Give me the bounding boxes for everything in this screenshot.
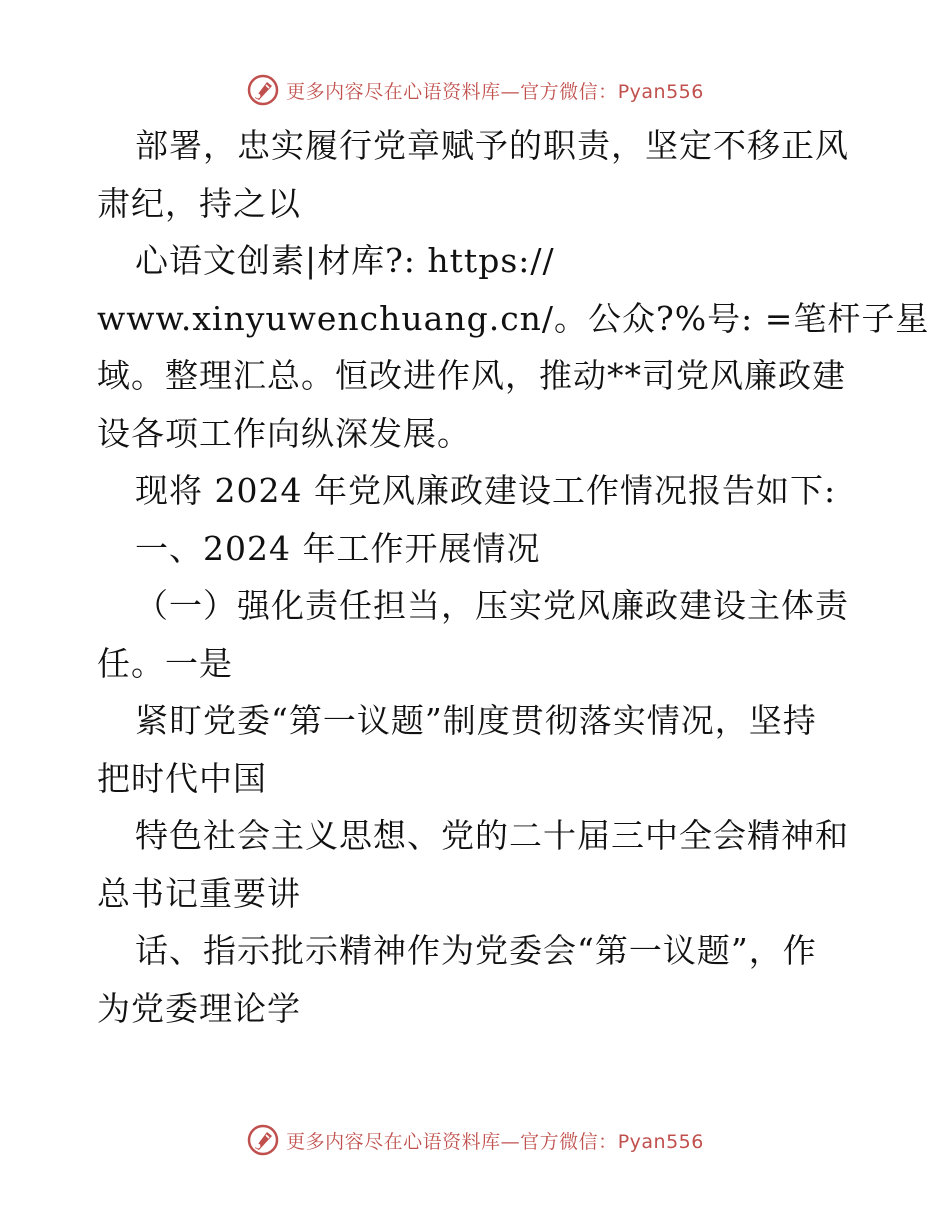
body-line: 现将 2024 年党风廉政建设工作情况报告如下:	[135, 471, 837, 510]
watermark-wechat-id: Pyan556	[617, 80, 704, 103]
watermark-main: 更多内容尽在心语资料库	[286, 1130, 501, 1153]
body-line: 话、指示批示精神作为党委会“第一议题”，作	[135, 931, 817, 970]
body-line: 紧盯党委“第一议题”制度贯彻落实情况，坚持	[135, 701, 817, 740]
body-line: 把时代中国	[97, 758, 267, 798]
header-watermark	[0, 70, 950, 110]
section-heading: 一、2024 年工作开展情况	[135, 528, 541, 568]
watermark-separator: —	[500, 80, 521, 103]
watermark-wechat-label: 官方微信：	[520, 80, 618, 103]
watermark-text	[286, 1127, 704, 1154]
body-line: 域。整理汇总。恒改进作风，推动**司党风廉政建	[97, 356, 846, 395]
body-line: www.xinyuwenchuang.cn/。公众?%号: =笔杆子星	[97, 298, 930, 338]
footer-watermark	[0, 1120, 950, 1160]
body-line: 任。一是	[97, 643, 233, 683]
body-line: 为党委理论学	[97, 988, 301, 1028]
watermark-separator: —	[500, 1130, 521, 1153]
body-line: 肃纪，持之以	[97, 183, 301, 223]
watermark-wechat-label: 官方微信：	[520, 1130, 618, 1153]
document-body	[97, 117, 930, 1037]
watermark-text	[286, 77, 704, 104]
body-line: 心语文创素|材库?: https://	[135, 241, 555, 280]
watermark-main: 更多内容尽在心语资料库	[286, 80, 501, 103]
subsection-heading: （一）强化责任担当，压实党风廉政建设主体责	[135, 586, 849, 625]
watermark-wechat-id: Pyan556	[617, 1130, 704, 1153]
body-line: 部署，忠实履行党章赋予的职责，坚定不移正风	[135, 126, 849, 165]
body-line: 设各项工作向纵深发展。	[97, 413, 471, 453]
body-line: 总书记重要讲	[97, 873, 301, 913]
body-line: 特色社会主义思想、党的二十届三中全会精神和	[135, 816, 849, 855]
pen-nib-logo-icon	[246, 73, 280, 107]
pen-nib-logo-icon	[246, 1123, 280, 1157]
